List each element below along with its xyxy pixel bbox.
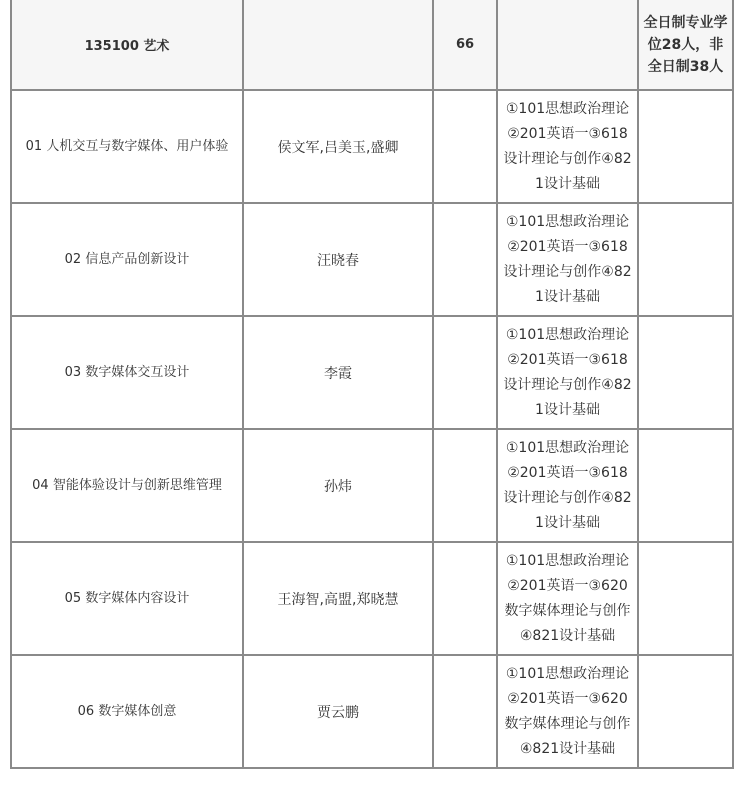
quota-note: 全日制专业学位28人，非全日制38人 [643, 14, 728, 75]
exam-subjects-cell [497, 203, 638, 316]
advisors-cell [243, 203, 433, 316]
exam-subjects-cell [497, 429, 638, 542]
direction-label: 06 数字媒体创意 [77, 704, 177, 719]
quota-cell [433, 203, 497, 316]
advisors-cell [243, 316, 433, 429]
exam-subjects-cell [497, 316, 638, 429]
table-row [11, 542, 733, 655]
major-header-row [11, 0, 733, 90]
advisors-label: 贾云鹏 [317, 704, 359, 721]
direction-cell [11, 655, 243, 768]
note-cell [638, 203, 733, 316]
advisors-label: 汪晓春 [317, 252, 359, 269]
direction-label: 01 人机交互与数字媒体、用户体验 [25, 139, 229, 154]
note-cell [638, 90, 733, 203]
exam-subjects-cell [497, 655, 638, 768]
advisors-cell [243, 429, 433, 542]
table-row [11, 655, 733, 768]
direction-cell [11, 429, 243, 542]
direction-label: 03 数字媒体交互设计 [64, 365, 190, 380]
quota-cell [433, 655, 497, 768]
quota-value: 66 [455, 37, 475, 52]
exam-subjects-label: ①101思想政治理论②201英语一③618设计理论与创作④821设计基础 [503, 213, 632, 305]
table-row [11, 316, 733, 429]
exam-subjects-label: ①101思想政治理论②201英语一③620数字媒体理论与创作④821设计基础 [504, 665, 631, 757]
table-row [11, 203, 733, 316]
exam-subjects-label: ①101思想政治理论②201英语一③618设计理论与创作④821设计基础 [503, 100, 632, 192]
note-cell [638, 655, 733, 768]
exam-subjects-cell [497, 542, 638, 655]
quota-cell [433, 429, 497, 542]
table-row [11, 90, 733, 203]
quota-cell [433, 0, 497, 90]
enrollment-table [10, 0, 734, 769]
note-cell [638, 429, 733, 542]
exam-header-cell [497, 0, 638, 90]
direction-cell [11, 542, 243, 655]
advisors-label: 侯文军,吕美玉,盛卿 [277, 139, 399, 156]
direction-label: 02 信息产品创新设计 [64, 252, 190, 267]
exam-subjects-label: ①101思想政治理论②201英语一③620数字媒体理论与创作④821设计基础 [504, 552, 631, 644]
advisors-label: 王海智,高盟,郑晓慧 [277, 591, 399, 608]
quota-cell [433, 90, 497, 203]
advisors-cell [243, 542, 433, 655]
direction-cell [11, 316, 243, 429]
direction-label: 04 智能体验设计与创新思维管理 [32, 478, 222, 493]
advisors-label: 李霞 [324, 365, 352, 382]
note-cell [638, 316, 733, 429]
quota-note-cell [638, 0, 733, 90]
major-label: 135100 艺术 [84, 39, 170, 54]
advisors-cell [243, 655, 433, 768]
note-cell [638, 542, 733, 655]
exam-subjects-label: ①101思想政治理论②201英语一③618设计理论与创作④821设计基础 [503, 439, 632, 531]
quota-cell [433, 316, 497, 429]
quota-cell [433, 542, 497, 655]
direction-cell [11, 203, 243, 316]
direction-label: 05 数字媒体内容设计 [64, 591, 190, 606]
advisors-cell [243, 90, 433, 203]
exam-subjects-cell [497, 90, 638, 203]
major-cell [11, 0, 243, 90]
exam-subjects-label: ①101思想政治理论②201英语一③618设计理论与创作④821设计基础 [503, 326, 632, 418]
advisor-header-cell [243, 0, 433, 90]
advisors-label: 孙炜 [324, 478, 352, 495]
direction-cell [11, 90, 243, 203]
table-row [11, 429, 733, 542]
